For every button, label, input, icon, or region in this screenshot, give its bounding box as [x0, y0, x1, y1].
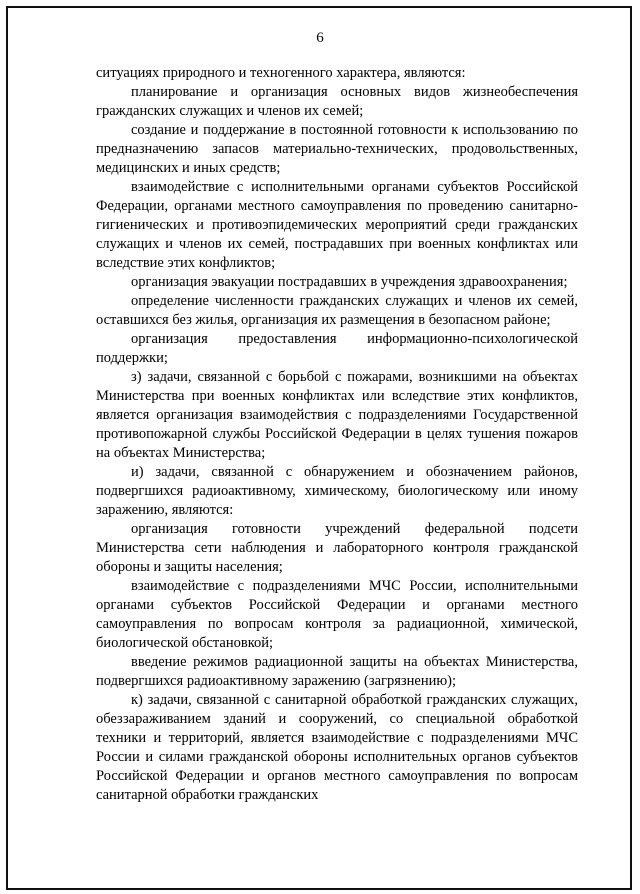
paragraph-9: организация готовности учреждений федеральной подсети Министерства сети наблюдения и лабораторного контроля гражданской обороны и защиты населения; [96, 521, 578, 575]
paragraph-2: создание и поддержание в постоянной готовности к использованию по предназначению запасов материально-технических, продовольственных, медицинских и иных средств; [96, 122, 578, 176]
paragraph-5: определение численности гражданских служащих и членов их семей, оставшихся без жилья, организация их размещения в безопасном районе; [96, 293, 578, 328]
paragraph-1: планирование и организация основных видов жизнеобеспечения гражданских служащих и членов их семей; [96, 84, 578, 119]
paragraph-10: взаимодействие с подразделениями МЧС России, исполнительными органами субъектов Российской Федерации и органами местного самоуправления по вопросам контроля за радиационной, химической, биологической обстановкой; [96, 578, 578, 651]
document-body [96, 64, 578, 805]
paragraph-6: организация предоставления информационно-психологической поддержки; [96, 331, 578, 366]
paragraph-0: ситуациях природного и техногенного характера, являются: [96, 65, 466, 81]
paragraph-8: и) задачи, связанной с обнаружением и обозначением районов, подвергшихся радиоактивному, химическому, биологическому или иному заражению, являются: [96, 464, 578, 518]
paragraph-7: з) задачи, связанной с борьбой с пожарами, возникшими на объектах Министерства при военных конфликтах или вследствие этих конфликтов, является организация взаимодействия с подразделениями Государственной противопожарной службы Российской Федерации в целях тушения пожаров на объектах Министерства; [96, 369, 578, 461]
paragraph-12: к) задачи, связанной с санитарной обработкой гражданских служащих, обеззараживанием зданий и сооружений, со специальной обработкой техники и территорий, является взаимодействие с подразделениями МЧС России и силами гражданской обороны исполнительных органов субъектов Российской Федерации и органов местного самоуправления по вопросам санитарной обработки гражданских [96, 692, 578, 803]
page-number: 6 [316, 30, 324, 46]
paragraph-4: организация эвакуации пострадавших в учреждения здравоохранения; [131, 274, 568, 290]
paragraph-11: введение режимов радиационной защиты на объектах Министерства, подвергшихся радиоактивному заражению (загрязнению); [96, 654, 578, 689]
paragraph-3: взаимодействие с исполнительными органами субъектов Российской Федерации, органами местного самоуправления по проведению санитарно-гигиенических и противоэпидемических мероприятий среди гражданских служащих и членов их семей, пострадавших при военных конфликтах или вследствие этих конфликтов; [96, 179, 578, 271]
